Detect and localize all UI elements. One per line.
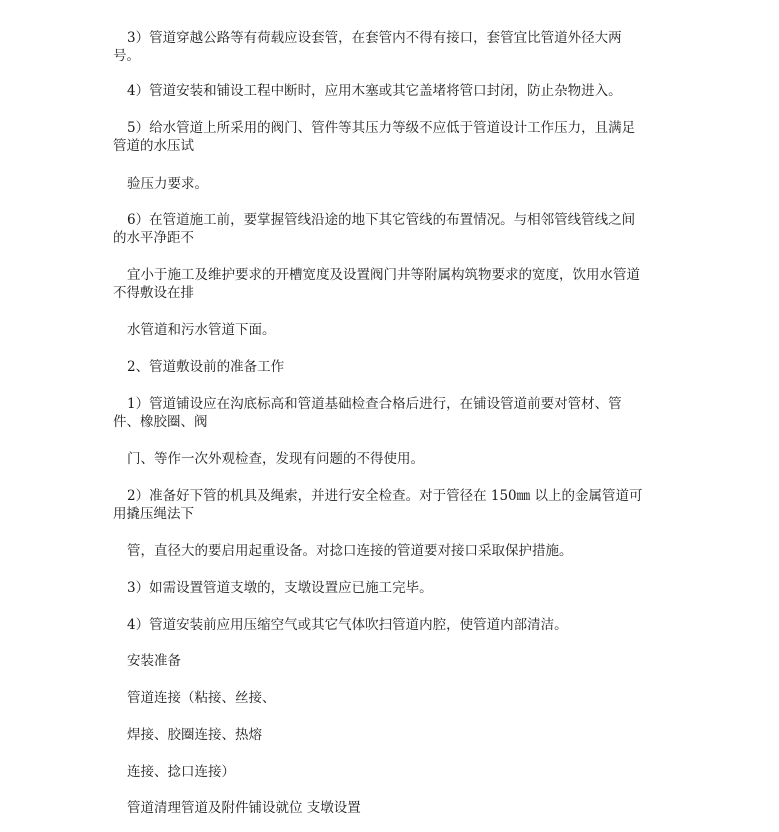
flow-label xyxy=(113,652,673,670)
text-line: 验压力要求。 xyxy=(127,176,208,192)
text-line: 宜小于施工及维护要求的开槽宽度及设置阀门井等附属构筑物要求的宽度，饮用水管道 xyxy=(127,267,640,283)
text-line: 4）管道安装和铺设工程中断时，应用木塞或其它盖堵将管口封闭，防止杂物进入。 xyxy=(127,83,622,99)
flow-label xyxy=(113,799,673,817)
paragraph-item-5 xyxy=(113,119,673,155)
text-line: 焊接、胶圈连接、热熔 xyxy=(127,727,262,743)
text-line: 3）如需设置管道支墩的，支墩设置应已施工完毕。 xyxy=(127,580,433,596)
text-line: 的水平净距不 xyxy=(113,230,194,246)
flow-label xyxy=(113,726,673,744)
paragraph-item-1 xyxy=(113,395,673,431)
paragraph-item-4 xyxy=(113,82,673,100)
paragraph-item-4b xyxy=(113,616,673,634)
paragraph-continuation xyxy=(113,175,673,193)
paragraph-continuation xyxy=(113,266,673,302)
text-line: 管道的水压试 xyxy=(113,138,194,154)
text-line: 号。 xyxy=(113,48,140,64)
text-line: 连接、捻口连接） xyxy=(127,764,235,780)
paragraph-item-6 xyxy=(113,211,673,247)
text-line: 2）准备好下管的机具及绳索，并进行安全检查。对于管径在 150㎜ 以上的金属管道可 xyxy=(127,488,643,504)
paragraph-continuation xyxy=(113,321,673,339)
text-line: 不得敷设在排 xyxy=(113,285,194,301)
text-line: 4）管道安装前应用压缩空气或其它气体吹扫管道内腔，使管道内部清洁。 xyxy=(127,617,568,633)
text-line: 1）管道铺设应在沟底标高和管道基础检查合格后进行，在铺设管道前要对管材、管 xyxy=(127,396,622,412)
paragraph-continuation xyxy=(113,450,673,468)
text-line: 6）在管道施工前，要掌握管线沿途的地下其它管线的布置情况。与相邻管线管线之间 xyxy=(127,212,636,228)
flow-label xyxy=(113,689,673,707)
text-line: 门、等作一次外观检查，发现有问题的不得使用。 xyxy=(127,451,424,467)
text-line: 件、橡胶圈、阀 xyxy=(113,414,208,430)
text-line: 2、管道敷设前的准备工作 xyxy=(127,359,285,375)
text-line: 管道连接（粘接、丝接、 xyxy=(127,690,276,706)
section-heading xyxy=(113,358,673,376)
paragraph-item-3 xyxy=(113,29,673,65)
paragraph-continuation xyxy=(113,542,673,560)
flow-label xyxy=(113,763,673,781)
text-line: 3）管道穿越公路等有荷载应设套管，在套管内不得有接口，套管宜比管道外径大两 xyxy=(127,30,622,46)
text-line: 安装准备 xyxy=(127,653,181,669)
text-line: 管，直径大的要启用起重设备。对捻口连接的管道要对接口采取保护措施。 xyxy=(127,543,573,559)
paragraph-item-2 xyxy=(113,487,673,523)
text-line: 水管道和污水管道下面。 xyxy=(127,322,276,338)
text-line: 5）给水管道上所采用的阀门、管件等其压力等级不应低于管道设计工作压力，且满足 xyxy=(127,120,636,136)
paragraph-item-3b xyxy=(113,579,673,597)
text-line: 管道清理管道及附件铺设就位 支墩设置 xyxy=(127,800,361,816)
text-line: 用撬压绳法下 xyxy=(113,506,194,522)
